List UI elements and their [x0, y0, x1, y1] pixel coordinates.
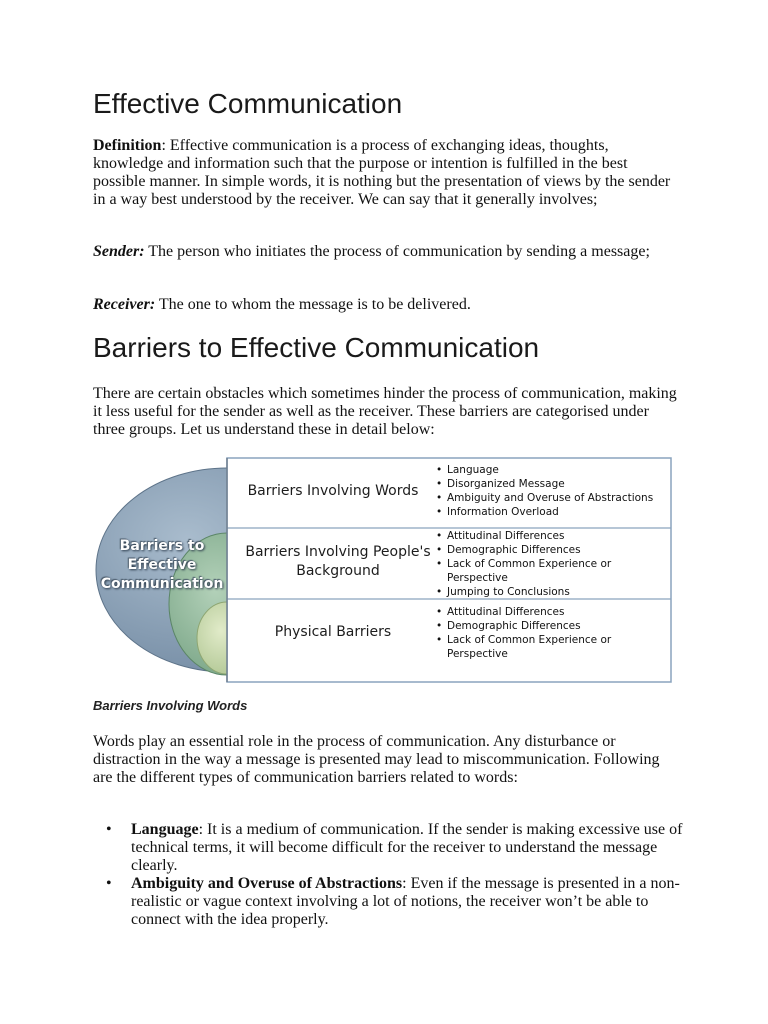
list-item: • Jumping to Conclusions — [436, 585, 646, 599]
row-title-background-line1: Barriers Involving People's — [245, 544, 431, 560]
row-title-background — [233, 543, 443, 581]
bullet-text: : It is a medium of communication. If the sender is making excessive use of technical terms, it will become difficult for the receiver to understand the message clearly. — [131, 821, 683, 874]
bullet-icon: • — [106, 821, 112, 838]
center-line-1: Barriers to — [119, 538, 205, 554]
heading-barriers: Barriers to Effective Communication — [93, 332, 540, 363]
sender-text: The person who initiates the process of communication by sending a message; — [144, 243, 650, 260]
diagram-center-label — [93, 537, 231, 594]
bullet-label: Language — [131, 821, 199, 838]
row-list-physical — [436, 605, 646, 661]
receiver-label: Receiver: — [93, 296, 156, 313]
list-item: • Ambiguity and Overuse of Abstractions — [436, 491, 668, 505]
list-item: • Lack of Common Experience or Perspective — [436, 557, 646, 585]
word-barriers-list — [93, 821, 683, 929]
list-item-language — [93, 821, 683, 875]
list-item: • Lack of Common Experience or Perspective — [436, 633, 646, 661]
list-item: • Disorganized Message — [436, 477, 668, 491]
words-paragraph: Words play an essential role in the process of communication. Any disturbance or distraction in the way a message is presented may lead to miscommunication. Following are the different types of communication barriers related to words: — [93, 733, 660, 786]
caption-barriers-words: Barriers Involving Words — [93, 698, 248, 713]
bullet-text: : Even if the message is presented in a non-realistic or vague context involving a lot of notions, the receiver won’t be able to connect with the idea properly. — [131, 875, 680, 928]
center-line-3: Communication — [100, 576, 224, 592]
bullet-icon: • — [106, 875, 112, 892]
list-item-ambiguity — [93, 875, 683, 929]
receiver-paragraph — [93, 296, 678, 314]
list-item: • Demographic Differences — [436, 619, 646, 633]
definition-label: Definition — [93, 137, 162, 154]
center-line-2: Effective — [127, 557, 197, 573]
sender-label: Sender: — [93, 243, 145, 260]
receiver-text: The one to whom the message is to be delivered. — [155, 296, 471, 313]
list-item: • Language — [436, 463, 668, 477]
row-title-words: Barriers Involving Words — [247, 483, 419, 499]
row-list-background — [436, 529, 646, 599]
definition-text: : Effective communication is a process of exchanging ideas, thoughts, knowledge and information such that the purpose or intention is fulfilled in the best possible manner. In simple words, it is nothing but the presentation of views by the sender in a way best understood by the receiver. We can say that it generally involves; — [93, 137, 671, 208]
list-item: • Demographic Differences — [436, 543, 646, 557]
list-item: • Information Overload — [436, 505, 668, 519]
bullet-label: Ambiguity and Overuse of Abstractions — [131, 875, 403, 892]
heading-effective-communication: Effective Communication — [93, 88, 403, 119]
row-list-words — [436, 463, 668, 519]
list-item: • Attitudinal Differences — [436, 529, 646, 543]
intro-paragraph: There are certain obstacles which sometimes hinder the process of communication, making it less useful for the sender as well as the receiver. These barriers are categorised under three groups. Let us understand these in detail below: — [93, 385, 677, 438]
row-title-background-line2: Background — [296, 563, 380, 579]
row-title-physical: Physical Barriers — [274, 624, 392, 640]
definition-paragraph — [93, 137, 678, 209]
sender-paragraph — [93, 243, 678, 261]
barriers-diagram — [93, 456, 673, 686]
list-item: • Attitudinal Differences — [436, 605, 646, 619]
